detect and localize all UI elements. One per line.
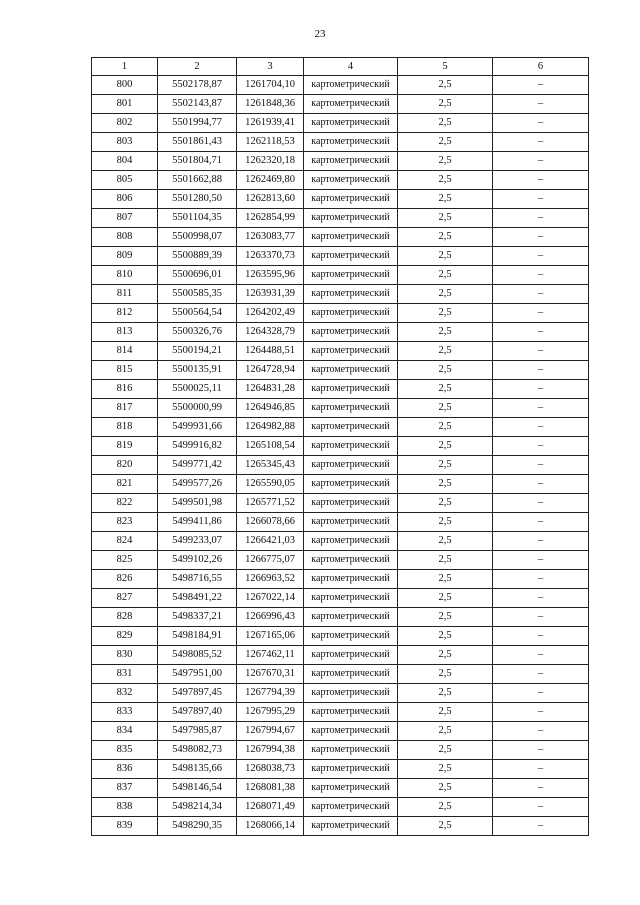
table-row <box>92 247 589 266</box>
y-coordinate-cell: 1265108,54 <box>237 437 304 456</box>
y-coordinate-cell: 1262813,60 <box>237 190 304 209</box>
description-cell: – <box>493 247 589 266</box>
method-cell: картометрический <box>304 133 398 152</box>
description-cell: – <box>493 285 589 304</box>
point-number-cell: 819 <box>92 437 158 456</box>
x-coordinate-cell: 5500000,99 <box>158 399 237 418</box>
x-coordinate-cell: 5497951,00 <box>158 665 237 684</box>
x-coordinate-cell: 5500696,01 <box>158 266 237 285</box>
table-row <box>92 285 589 304</box>
description-cell: – <box>493 152 589 171</box>
description-cell: – <box>493 798 589 817</box>
accuracy-cell: 2,5 <box>398 665 493 684</box>
x-coordinate-cell: 5498184,91 <box>158 627 237 646</box>
x-coordinate-cell: 5498214,34 <box>158 798 237 817</box>
point-number-cell: 831 <box>92 665 158 684</box>
accuracy-cell: 2,5 <box>398 190 493 209</box>
y-coordinate-cell: 1265590,05 <box>237 475 304 494</box>
accuracy-cell: 2,5 <box>398 703 493 722</box>
point-number-cell: 815 <box>92 361 158 380</box>
method-cell: картометрический <box>304 95 398 114</box>
point-number-cell: 829 <box>92 627 158 646</box>
x-coordinate-cell: 5498716,55 <box>158 570 237 589</box>
table-row <box>92 399 589 418</box>
method-cell: картометрический <box>304 418 398 437</box>
description-cell: – <box>493 532 589 551</box>
description-cell: – <box>493 437 589 456</box>
accuracy-cell: 2,5 <box>398 209 493 228</box>
x-coordinate-cell: 5499577,26 <box>158 475 237 494</box>
description-cell: – <box>493 228 589 247</box>
method-cell: картометрический <box>304 627 398 646</box>
table-row <box>92 627 589 646</box>
description-cell: – <box>493 589 589 608</box>
table-row <box>92 133 589 152</box>
column-header: 1 <box>92 58 158 76</box>
method-cell: картометрический <box>304 247 398 266</box>
y-coordinate-cell: 1262469,80 <box>237 171 304 190</box>
x-coordinate-cell: 5501994,77 <box>158 114 237 133</box>
accuracy-cell: 2,5 <box>398 627 493 646</box>
point-number-cell: 808 <box>92 228 158 247</box>
method-cell: картометрический <box>304 171 398 190</box>
x-coordinate-cell: 5499233,07 <box>158 532 237 551</box>
table-row <box>92 228 589 247</box>
accuracy-cell: 2,5 <box>398 380 493 399</box>
x-coordinate-cell: 5501861,43 <box>158 133 237 152</box>
accuracy-cell: 2,5 <box>398 608 493 627</box>
point-number-cell: 805 <box>92 171 158 190</box>
x-coordinate-cell: 5499916,82 <box>158 437 237 456</box>
method-cell: картометрический <box>304 513 398 532</box>
x-coordinate-cell: 5500998,07 <box>158 228 237 247</box>
description-cell: – <box>493 665 589 684</box>
point-number-cell: 800 <box>92 76 158 95</box>
point-number-cell: 807 <box>92 209 158 228</box>
table-row <box>92 266 589 285</box>
accuracy-cell: 2,5 <box>398 513 493 532</box>
table-row <box>92 171 589 190</box>
table-row <box>92 342 589 361</box>
method-cell: картометрический <box>304 209 398 228</box>
y-coordinate-cell: 1268038,73 <box>237 760 304 779</box>
table-row <box>92 741 589 760</box>
description-cell: – <box>493 627 589 646</box>
point-number-cell: 828 <box>92 608 158 627</box>
x-coordinate-cell: 5501662,88 <box>158 171 237 190</box>
description-cell: – <box>493 114 589 133</box>
table-row <box>92 722 589 741</box>
y-coordinate-cell: 1268071,49 <box>237 798 304 817</box>
x-coordinate-cell: 5499771,42 <box>158 456 237 475</box>
table-header-row <box>92 58 589 76</box>
point-number-cell: 834 <box>92 722 158 741</box>
column-header: 5 <box>398 58 493 76</box>
point-number-cell: 837 <box>92 779 158 798</box>
point-number-cell: 811 <box>92 285 158 304</box>
point-number-cell: 806 <box>92 190 158 209</box>
point-number-cell: 812 <box>92 304 158 323</box>
table-row <box>92 646 589 665</box>
x-coordinate-cell: 5498337,21 <box>158 608 237 627</box>
y-coordinate-cell: 1261939,41 <box>237 114 304 133</box>
point-number-cell: 801 <box>92 95 158 114</box>
method-cell: картометрический <box>304 190 398 209</box>
y-coordinate-cell: 1266421,03 <box>237 532 304 551</box>
method-cell: картометрический <box>304 494 398 513</box>
accuracy-cell: 2,5 <box>398 798 493 817</box>
accuracy-cell: 2,5 <box>398 342 493 361</box>
table-row <box>92 76 589 95</box>
description-cell: – <box>493 361 589 380</box>
y-coordinate-cell: 1265345,43 <box>237 456 304 475</box>
method-cell: картометрический <box>304 646 398 665</box>
x-coordinate-cell: 5500564,54 <box>158 304 237 323</box>
y-coordinate-cell: 1268066,14 <box>237 817 304 836</box>
table-row <box>92 817 589 836</box>
accuracy-cell: 2,5 <box>398 247 493 266</box>
table-row <box>92 114 589 133</box>
method-cell: картометрический <box>304 475 398 494</box>
y-coordinate-cell: 1267995,29 <box>237 703 304 722</box>
accuracy-cell: 2,5 <box>398 817 493 836</box>
column-header: 4 <box>304 58 398 76</box>
table-row <box>92 95 589 114</box>
x-coordinate-cell: 5499931,66 <box>158 418 237 437</box>
x-coordinate-cell: 5498085,52 <box>158 646 237 665</box>
accuracy-cell: 2,5 <box>398 684 493 703</box>
method-cell: картометрический <box>304 532 398 551</box>
accuracy-cell: 2,5 <box>398 114 493 133</box>
x-coordinate-cell: 5498290,35 <box>158 817 237 836</box>
description-cell: – <box>493 646 589 665</box>
accuracy-cell: 2,5 <box>398 494 493 513</box>
method-cell: картометрический <box>304 114 398 133</box>
method-cell: картометрический <box>304 285 398 304</box>
x-coordinate-cell: 5498146,54 <box>158 779 237 798</box>
point-number-cell: 833 <box>92 703 158 722</box>
description-cell: – <box>493 133 589 152</box>
y-coordinate-cell: 1264488,51 <box>237 342 304 361</box>
method-cell: картометрический <box>304 703 398 722</box>
y-coordinate-cell: 1261704,10 <box>237 76 304 95</box>
description-cell: – <box>493 190 589 209</box>
description-cell: – <box>493 817 589 836</box>
y-coordinate-cell: 1267794,39 <box>237 684 304 703</box>
method-cell: картометрический <box>304 323 398 342</box>
point-number-cell: 832 <box>92 684 158 703</box>
y-coordinate-cell: 1266996,43 <box>237 608 304 627</box>
method-cell: картометрический <box>304 437 398 456</box>
column-header: 2 <box>158 58 237 76</box>
x-coordinate-cell: 5500326,76 <box>158 323 237 342</box>
accuracy-cell: 2,5 <box>398 152 493 171</box>
description-cell: – <box>493 399 589 418</box>
table-row <box>92 665 589 684</box>
point-number-cell: 823 <box>92 513 158 532</box>
accuracy-cell: 2,5 <box>398 646 493 665</box>
x-coordinate-cell: 5498135,66 <box>158 760 237 779</box>
description-cell: – <box>493 741 589 760</box>
accuracy-cell: 2,5 <box>398 133 493 152</box>
description-cell: – <box>493 76 589 95</box>
method-cell: картометрический <box>304 570 398 589</box>
y-coordinate-cell: 1263595,96 <box>237 266 304 285</box>
y-coordinate-cell: 1261848,36 <box>237 95 304 114</box>
x-coordinate-cell: 5500194,21 <box>158 342 237 361</box>
table-row <box>92 437 589 456</box>
accuracy-cell: 2,5 <box>398 418 493 437</box>
y-coordinate-cell: 1263083,77 <box>237 228 304 247</box>
coordinates-table <box>91 57 589 836</box>
y-coordinate-cell: 1267670,31 <box>237 665 304 684</box>
y-coordinate-cell: 1262118,53 <box>237 133 304 152</box>
y-coordinate-cell: 1266775,07 <box>237 551 304 570</box>
accuracy-cell: 2,5 <box>398 399 493 418</box>
accuracy-cell: 2,5 <box>398 532 493 551</box>
accuracy-cell: 2,5 <box>398 323 493 342</box>
point-number-cell: 814 <box>92 342 158 361</box>
description-cell: – <box>493 760 589 779</box>
method-cell: картометрический <box>304 760 398 779</box>
table-row <box>92 703 589 722</box>
accuracy-cell: 2,5 <box>398 266 493 285</box>
y-coordinate-cell: 1268081,38 <box>237 779 304 798</box>
point-number-cell: 838 <box>92 798 158 817</box>
method-cell: картометрический <box>304 817 398 836</box>
description-cell: – <box>493 209 589 228</box>
table-body <box>92 76 589 836</box>
point-number-cell: 836 <box>92 760 158 779</box>
x-coordinate-cell: 5500585,35 <box>158 285 237 304</box>
table-row <box>92 513 589 532</box>
method-cell: картометрический <box>304 152 398 171</box>
point-number-cell: 835 <box>92 741 158 760</box>
description-cell: – <box>493 494 589 513</box>
point-number-cell: 804 <box>92 152 158 171</box>
table-row <box>92 475 589 494</box>
accuracy-cell: 2,5 <box>398 304 493 323</box>
point-number-cell: 825 <box>92 551 158 570</box>
point-number-cell: 810 <box>92 266 158 285</box>
method-cell: картометрический <box>304 608 398 627</box>
description-cell: – <box>493 570 589 589</box>
point-number-cell: 839 <box>92 817 158 836</box>
method-cell: картометрический <box>304 399 398 418</box>
table-row <box>92 779 589 798</box>
accuracy-cell: 2,5 <box>398 361 493 380</box>
description-cell: – <box>493 456 589 475</box>
description-cell: – <box>493 171 589 190</box>
accuracy-cell: 2,5 <box>398 285 493 304</box>
method-cell: картометрический <box>304 722 398 741</box>
x-coordinate-cell: 5499102,26 <box>158 551 237 570</box>
x-coordinate-cell: 5502143,87 <box>158 95 237 114</box>
description-cell: – <box>493 779 589 798</box>
y-coordinate-cell: 1263370,73 <box>237 247 304 266</box>
method-cell: картометрический <box>304 361 398 380</box>
accuracy-cell: 2,5 <box>398 760 493 779</box>
x-coordinate-cell: 5501104,35 <box>158 209 237 228</box>
method-cell: картометрический <box>304 342 398 361</box>
method-cell: картометрический <box>304 665 398 684</box>
accuracy-cell: 2,5 <box>398 475 493 494</box>
x-coordinate-cell: 5498082,73 <box>158 741 237 760</box>
x-coordinate-cell: 5501280,50 <box>158 190 237 209</box>
page-number: 23 <box>314 28 326 40</box>
y-coordinate-cell: 1266963,52 <box>237 570 304 589</box>
y-coordinate-cell: 1266078,66 <box>237 513 304 532</box>
description-cell: – <box>493 95 589 114</box>
description-cell: – <box>493 418 589 437</box>
table-row <box>92 152 589 171</box>
method-cell: картометрический <box>304 798 398 817</box>
point-number-cell: 822 <box>92 494 158 513</box>
description-cell: – <box>493 513 589 532</box>
y-coordinate-cell: 1264831,28 <box>237 380 304 399</box>
y-coordinate-cell: 1267994,67 <box>237 722 304 741</box>
accuracy-cell: 2,5 <box>398 551 493 570</box>
description-cell: – <box>493 323 589 342</box>
table-row <box>92 494 589 513</box>
point-number-cell: 827 <box>92 589 158 608</box>
y-coordinate-cell: 1263931,39 <box>237 285 304 304</box>
accuracy-cell: 2,5 <box>398 722 493 741</box>
point-number-cell: 816 <box>92 380 158 399</box>
point-number-cell: 803 <box>92 133 158 152</box>
x-coordinate-cell: 5498491,22 <box>158 589 237 608</box>
method-cell: картометрический <box>304 76 398 95</box>
point-number-cell: 818 <box>92 418 158 437</box>
point-number-cell: 824 <box>92 532 158 551</box>
table-row <box>92 456 589 475</box>
table-row <box>92 380 589 399</box>
point-number-cell: 809 <box>92 247 158 266</box>
description-cell: – <box>493 342 589 361</box>
description-cell: – <box>493 304 589 323</box>
method-cell: картометрический <box>304 266 398 285</box>
point-number-cell: 813 <box>92 323 158 342</box>
accuracy-cell: 2,5 <box>398 228 493 247</box>
x-coordinate-cell: 5502178,87 <box>158 76 237 95</box>
method-cell: картометрический <box>304 551 398 570</box>
table-row <box>92 532 589 551</box>
accuracy-cell: 2,5 <box>398 76 493 95</box>
accuracy-cell: 2,5 <box>398 437 493 456</box>
method-cell: картометрический <box>304 304 398 323</box>
y-coordinate-cell: 1262320,18 <box>237 152 304 171</box>
y-coordinate-cell: 1262854,99 <box>237 209 304 228</box>
point-number-cell: 817 <box>92 399 158 418</box>
column-header: 6 <box>493 58 589 76</box>
description-cell: – <box>493 475 589 494</box>
y-coordinate-cell: 1264728,94 <box>237 361 304 380</box>
table-row <box>92 684 589 703</box>
table-row <box>92 304 589 323</box>
table-row <box>92 361 589 380</box>
accuracy-cell: 2,5 <box>398 779 493 798</box>
description-cell: – <box>493 722 589 741</box>
x-coordinate-cell: 5500025,11 <box>158 380 237 399</box>
method-cell: картометрический <box>304 684 398 703</box>
y-coordinate-cell: 1264328,79 <box>237 323 304 342</box>
y-coordinate-cell: 1267462,11 <box>237 646 304 665</box>
point-number-cell: 826 <box>92 570 158 589</box>
point-number-cell: 830 <box>92 646 158 665</box>
accuracy-cell: 2,5 <box>398 570 493 589</box>
table-row <box>92 760 589 779</box>
table-row <box>92 190 589 209</box>
x-coordinate-cell: 5501804,71 <box>158 152 237 171</box>
description-cell: – <box>493 703 589 722</box>
table-row <box>92 323 589 342</box>
method-cell: картометрический <box>304 380 398 399</box>
point-number-cell: 802 <box>92 114 158 133</box>
y-coordinate-cell: 1267165,06 <box>237 627 304 646</box>
accuracy-cell: 2,5 <box>398 741 493 760</box>
accuracy-cell: 2,5 <box>398 456 493 475</box>
table-row <box>92 209 589 228</box>
y-coordinate-cell: 1264982,88 <box>237 418 304 437</box>
y-coordinate-cell: 1267022,14 <box>237 589 304 608</box>
method-cell: картометрический <box>304 779 398 798</box>
accuracy-cell: 2,5 <box>398 589 493 608</box>
y-coordinate-cell: 1265771,52 <box>237 494 304 513</box>
point-number-cell: 820 <box>92 456 158 475</box>
x-coordinate-cell: 5500889,39 <box>158 247 237 266</box>
description-cell: – <box>493 551 589 570</box>
table-row <box>92 608 589 627</box>
x-coordinate-cell: 5499501,98 <box>158 494 237 513</box>
table-row <box>92 570 589 589</box>
table-row <box>92 798 589 817</box>
point-number-cell: 821 <box>92 475 158 494</box>
table-row <box>92 551 589 570</box>
description-cell: – <box>493 684 589 703</box>
x-coordinate-cell: 5500135,91 <box>158 361 237 380</box>
x-coordinate-cell: 5497897,40 <box>158 703 237 722</box>
method-cell: картометрический <box>304 589 398 608</box>
y-coordinate-cell: 1267994,38 <box>237 741 304 760</box>
column-header: 3 <box>237 58 304 76</box>
x-coordinate-cell: 5497985,87 <box>158 722 237 741</box>
description-cell: – <box>493 608 589 627</box>
method-cell: картометрический <box>304 456 398 475</box>
description-cell: – <box>493 380 589 399</box>
method-cell: картометрический <box>304 741 398 760</box>
description-cell: – <box>493 266 589 285</box>
x-coordinate-cell: 5499411,86 <box>158 513 237 532</box>
y-coordinate-cell: 1264202,49 <box>237 304 304 323</box>
y-coordinate-cell: 1264946,85 <box>237 399 304 418</box>
x-coordinate-cell: 5497897,45 <box>158 684 237 703</box>
accuracy-cell: 2,5 <box>398 171 493 190</box>
table-row <box>92 589 589 608</box>
method-cell: картометрический <box>304 228 398 247</box>
accuracy-cell: 2,5 <box>398 95 493 114</box>
table-row <box>92 418 589 437</box>
